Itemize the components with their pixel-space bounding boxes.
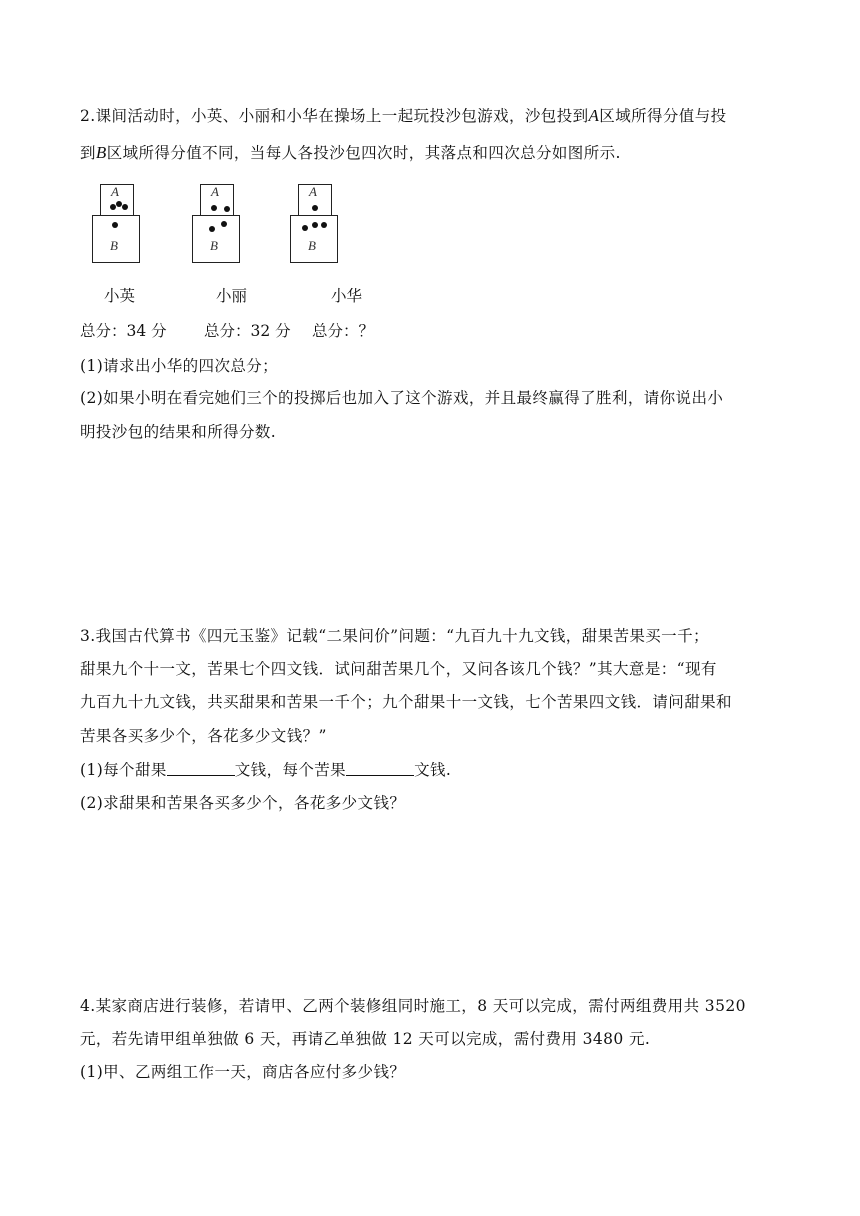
q4-sub-1: (1)甲、乙两组工作一天，商店各应付多少钱？: [80, 1063, 406, 1081]
q3-sub-2: (2)求甜果和苦果各买多少个，各花多少文钱？: [80, 794, 406, 812]
answer-blank-sweet-fruit[interactable]: [167, 760, 235, 776]
q4-line-1: 4.某家商店进行装修，若请甲、乙两个装修组同时施工，8 天可以完成，需付两组费用共 3520: [80, 997, 746, 1015]
q4-line-2: 元，若先请甲组单独做 6 天，再请乙单独做 12 天可以完成，需付费用 3480 元.: [80, 1030, 651, 1048]
zone-b-box: B: [290, 215, 338, 263]
sandbag-dot: [209, 226, 215, 232]
q2-line-1: 2.课间活动时，小英、小丽和小华在操场上一起玩投沙包游戏，沙包投到A区域所得分值与投: [80, 106, 727, 125]
score-xiaoli: 总分：32 分: [204, 322, 291, 340]
q3-line-2: 甜果九个十一文，苦果七个四文钱．试问甜苦果几个，又问各该几个钱？”其大意是：“现有: [80, 660, 717, 678]
q3-line-1: 3.我国古代算书《四元玉鉴》记载“二果问价”问题：“九百九十九文钱，甜果苦果买一千；: [80, 627, 709, 645]
score-xiaohua: 总分：？: [312, 322, 375, 340]
sandbag-dot: [112, 222, 118, 228]
q2-sub-1: (1)请求出小华的四次总分；: [80, 357, 279, 375]
sandbag-dot: [122, 204, 128, 210]
zone-b-box: B: [92, 215, 140, 263]
score-xiaoying: 总分：34 分: [80, 322, 167, 340]
name-xiaohua: 小华: [331, 287, 363, 305]
zone-a-box: A: [100, 184, 134, 216]
sandbag-dot: [312, 205, 318, 211]
q3-line-4: 苦果各买多少个，各花多少文钱？”: [80, 727, 327, 745]
q3-line-3: 九百九十九文钱，共买甜果和苦果一千个；九个甜果十一文钱，七个苦果四文钱．请问甜果和: [80, 693, 732, 711]
answer-blank-bitter-fruit[interactable]: [346, 760, 414, 776]
zone-a-box: A: [298, 184, 332, 216]
sandbag-dot: [221, 221, 227, 227]
name-xiaoying: 小英: [104, 287, 136, 305]
sandbag-dot: [312, 222, 318, 228]
q2-sub-2-line-2: 明投沙包的结果和所得分数.: [80, 423, 277, 441]
var-b: B: [95, 143, 107, 162]
q2-sub-2-line-1: (2)如果小明在看完她们三个的投掷后也加入了这个游戏，并且最终赢得了胜利，请你说出小: [80, 389, 724, 407]
sandbag-dot: [321, 222, 327, 228]
sandbag-dot: [224, 206, 230, 212]
q3-sub-1: (1)每个甜果 文钱，每个苦果 文钱.: [80, 761, 452, 779]
var-a: A: [588, 106, 600, 125]
sandbag-dot: [110, 204, 116, 210]
sandbag-dot: [211, 205, 217, 211]
zone-b-box: B: [192, 215, 240, 263]
zone-a-box: A: [200, 184, 234, 216]
name-xiaoli: 小丽: [216, 287, 248, 305]
q2-line-2: 到B区域所得分值不同，当每人各投沙包四次时，其落点和四次总分如图所示.: [80, 143, 621, 162]
sandbag-dot: [302, 225, 308, 231]
